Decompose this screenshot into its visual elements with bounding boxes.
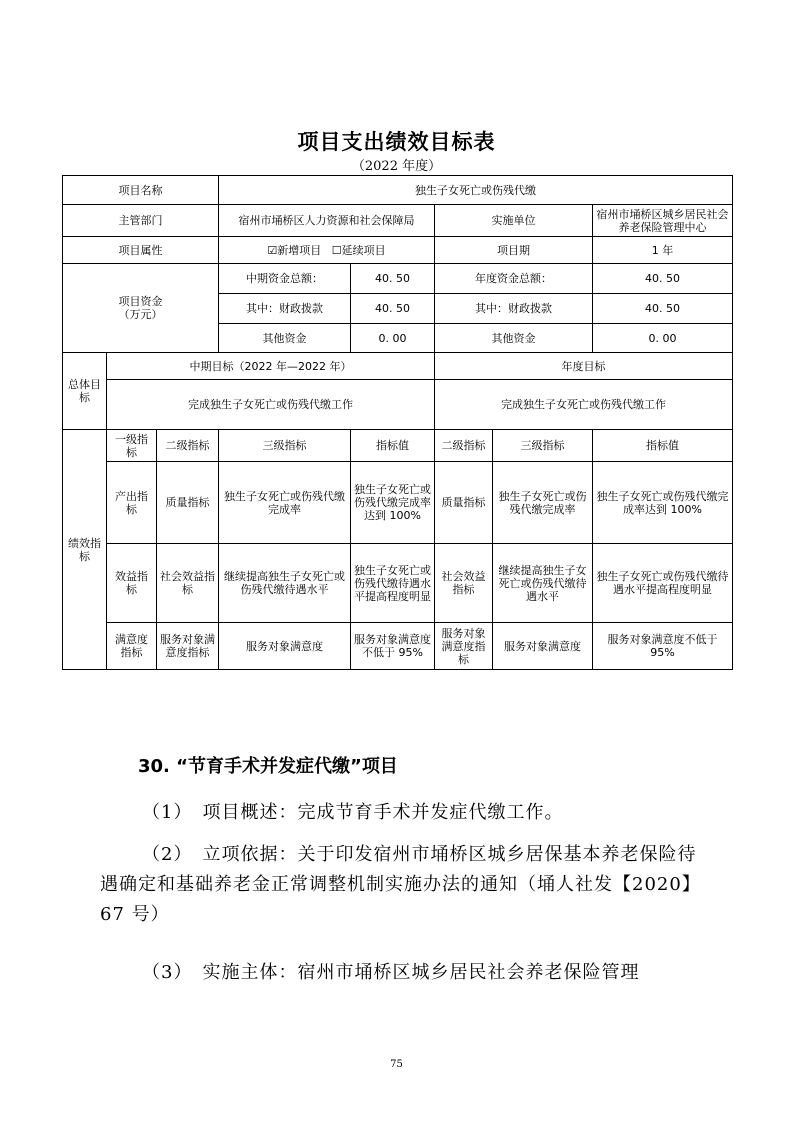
row-level3: 继续提高独生子女死亡或伤残代缴待遇水平 xyxy=(219,544,351,623)
period-label: 项目期 xyxy=(435,237,593,264)
section-heading: 30. “节育手术并发症代缴”项目 xyxy=(138,756,398,777)
mid-goal-label: 中期目标（2022 年—2022 年） xyxy=(107,353,435,380)
row-level1: 满意度指标 xyxy=(107,623,157,670)
year-other-label: 其他资金 xyxy=(435,324,593,353)
perf-indicator-label: 绩效指标 xyxy=(63,430,107,670)
mid-fiscal-label: 其中：财政拨款 xyxy=(219,294,351,324)
impl-value: 宿州市埇桥区城乡居民社会养老保险管理中心 xyxy=(593,205,733,237)
row-level3-year: 独生子女死亡或伤残代缴完成率 xyxy=(493,462,593,544)
mid-goal-text: 完成独生子女死亡或伤残代缴工作 xyxy=(107,380,435,430)
row-level3-year: 继续提高独生子女死亡或伤残代缴待遇水平 xyxy=(493,544,593,623)
row-value-year: 服务对象满意度不低于 95% xyxy=(593,623,733,670)
funds-unit: （万元） xyxy=(118,308,163,321)
dept-label: 主管部门 xyxy=(63,205,219,237)
table-row xyxy=(63,462,733,544)
row-value: 独生子女死亡或伤残代缴待遇水平提高程度明显 xyxy=(351,544,435,623)
project-name-value: 独生子女死亡或伤残代缴 xyxy=(219,176,733,205)
mid-other-value: 0. 00 xyxy=(351,324,435,353)
header-level2-year: 二级指标 xyxy=(435,430,493,462)
header-value-year: 指标值 xyxy=(593,430,733,462)
mid-other-label: 其他资金 xyxy=(219,324,351,353)
row-value-year: 独生子女死亡或伤残代缴待遇水平提高程度明显 xyxy=(593,544,733,623)
year-total-value: 40. 50 xyxy=(593,264,733,294)
header-level3: 三级指标 xyxy=(219,430,351,462)
row-level3: 服务对象满意度 xyxy=(219,623,351,670)
row-level2-year: 服务对象满意度指标 xyxy=(435,623,493,670)
period-value: 1 年 xyxy=(593,237,733,264)
attr-label: 项目属性 xyxy=(63,237,219,264)
performance-goal-table xyxy=(62,175,733,670)
row-level2: 社会效益指标 xyxy=(157,544,219,623)
table-row xyxy=(63,623,733,670)
row-value: 服务对象满意度不低于 95% xyxy=(351,623,435,670)
row-level2-year: 质量指标 xyxy=(435,462,493,544)
project-name-label: 项目名称 xyxy=(63,176,219,205)
impl-label: 实施单位 xyxy=(435,205,593,237)
attr-cont-checkbox: ☐延续项目 xyxy=(331,243,386,257)
attr-new-checkbox: ☑新增项目 xyxy=(267,243,322,257)
mid-total-label: 中期资金总额： xyxy=(219,264,351,294)
table-title: 项目支出绩效目标表 xyxy=(297,130,496,154)
attr-value xyxy=(219,237,435,264)
table-row xyxy=(63,544,733,623)
mid-fiscal-value: 40. 50 xyxy=(351,294,435,324)
year-goal-label: 年度目标 xyxy=(435,353,733,380)
row-level3: 独生子女死亡或伤残代缴完成率 xyxy=(219,462,351,544)
year-total-label: 年度资金总额： xyxy=(435,264,593,294)
year-other-value: 0. 00 xyxy=(593,324,733,353)
header-level1: 一级指标 xyxy=(107,430,157,462)
year-fiscal-value: 40. 50 xyxy=(593,294,733,324)
row-value-year: 独生子女死亡或伤残代缴完成率达到 100% xyxy=(593,462,733,544)
funds-label xyxy=(63,264,219,353)
paragraph-overview-text: （1） 项目概述：完成节育手术并发症代缴工作。 xyxy=(142,802,564,823)
row-value: 独生子女死亡或伤残代缴完成率达到 100% xyxy=(351,462,435,544)
row-level1: 效益指标 xyxy=(107,544,157,623)
overall-goal-label: 总体目标 xyxy=(63,353,107,430)
header-level3-year: 三级指标 xyxy=(493,430,593,462)
row-level2: 质量指标 xyxy=(157,462,219,544)
year-goal-text: 完成独生子女死亡或伤残代缴工作 xyxy=(435,380,733,430)
paragraph-overview xyxy=(100,798,700,828)
year-fiscal-label: 其中：财政拨款 xyxy=(435,294,593,324)
funds-label-text: 项目资金 xyxy=(118,295,163,308)
dept-value: 宿州市埇桥区人力资源和社会保障局 xyxy=(219,205,435,237)
page-number: 75 xyxy=(390,1059,403,1070)
paragraph-basis: （2） 立项依据：关于印发宿州市埇桥区城乡居保基本养老保险待遇确定和基础养老金正常调整机制实施办法的通知（埇人社发【2020】67 号） xyxy=(100,844,697,925)
mid-total-value: 40. 50 xyxy=(351,264,435,294)
row-level3-year: 服务对象满意度 xyxy=(493,623,593,670)
header-level2: 二级指标 xyxy=(157,430,219,462)
row-level2-year: 社会效益指标 xyxy=(435,544,493,623)
header-value: 指标值 xyxy=(351,430,435,462)
table-subtitle: （2022 年度） xyxy=(351,159,442,174)
paragraph-entity: （3） 实施主体：宿州市埇桥区城乡居民社会养老保险管理 xyxy=(142,962,640,983)
row-level1: 产出指标 xyxy=(107,462,157,544)
row-level2: 服务对象满意度指标 xyxy=(157,623,219,670)
